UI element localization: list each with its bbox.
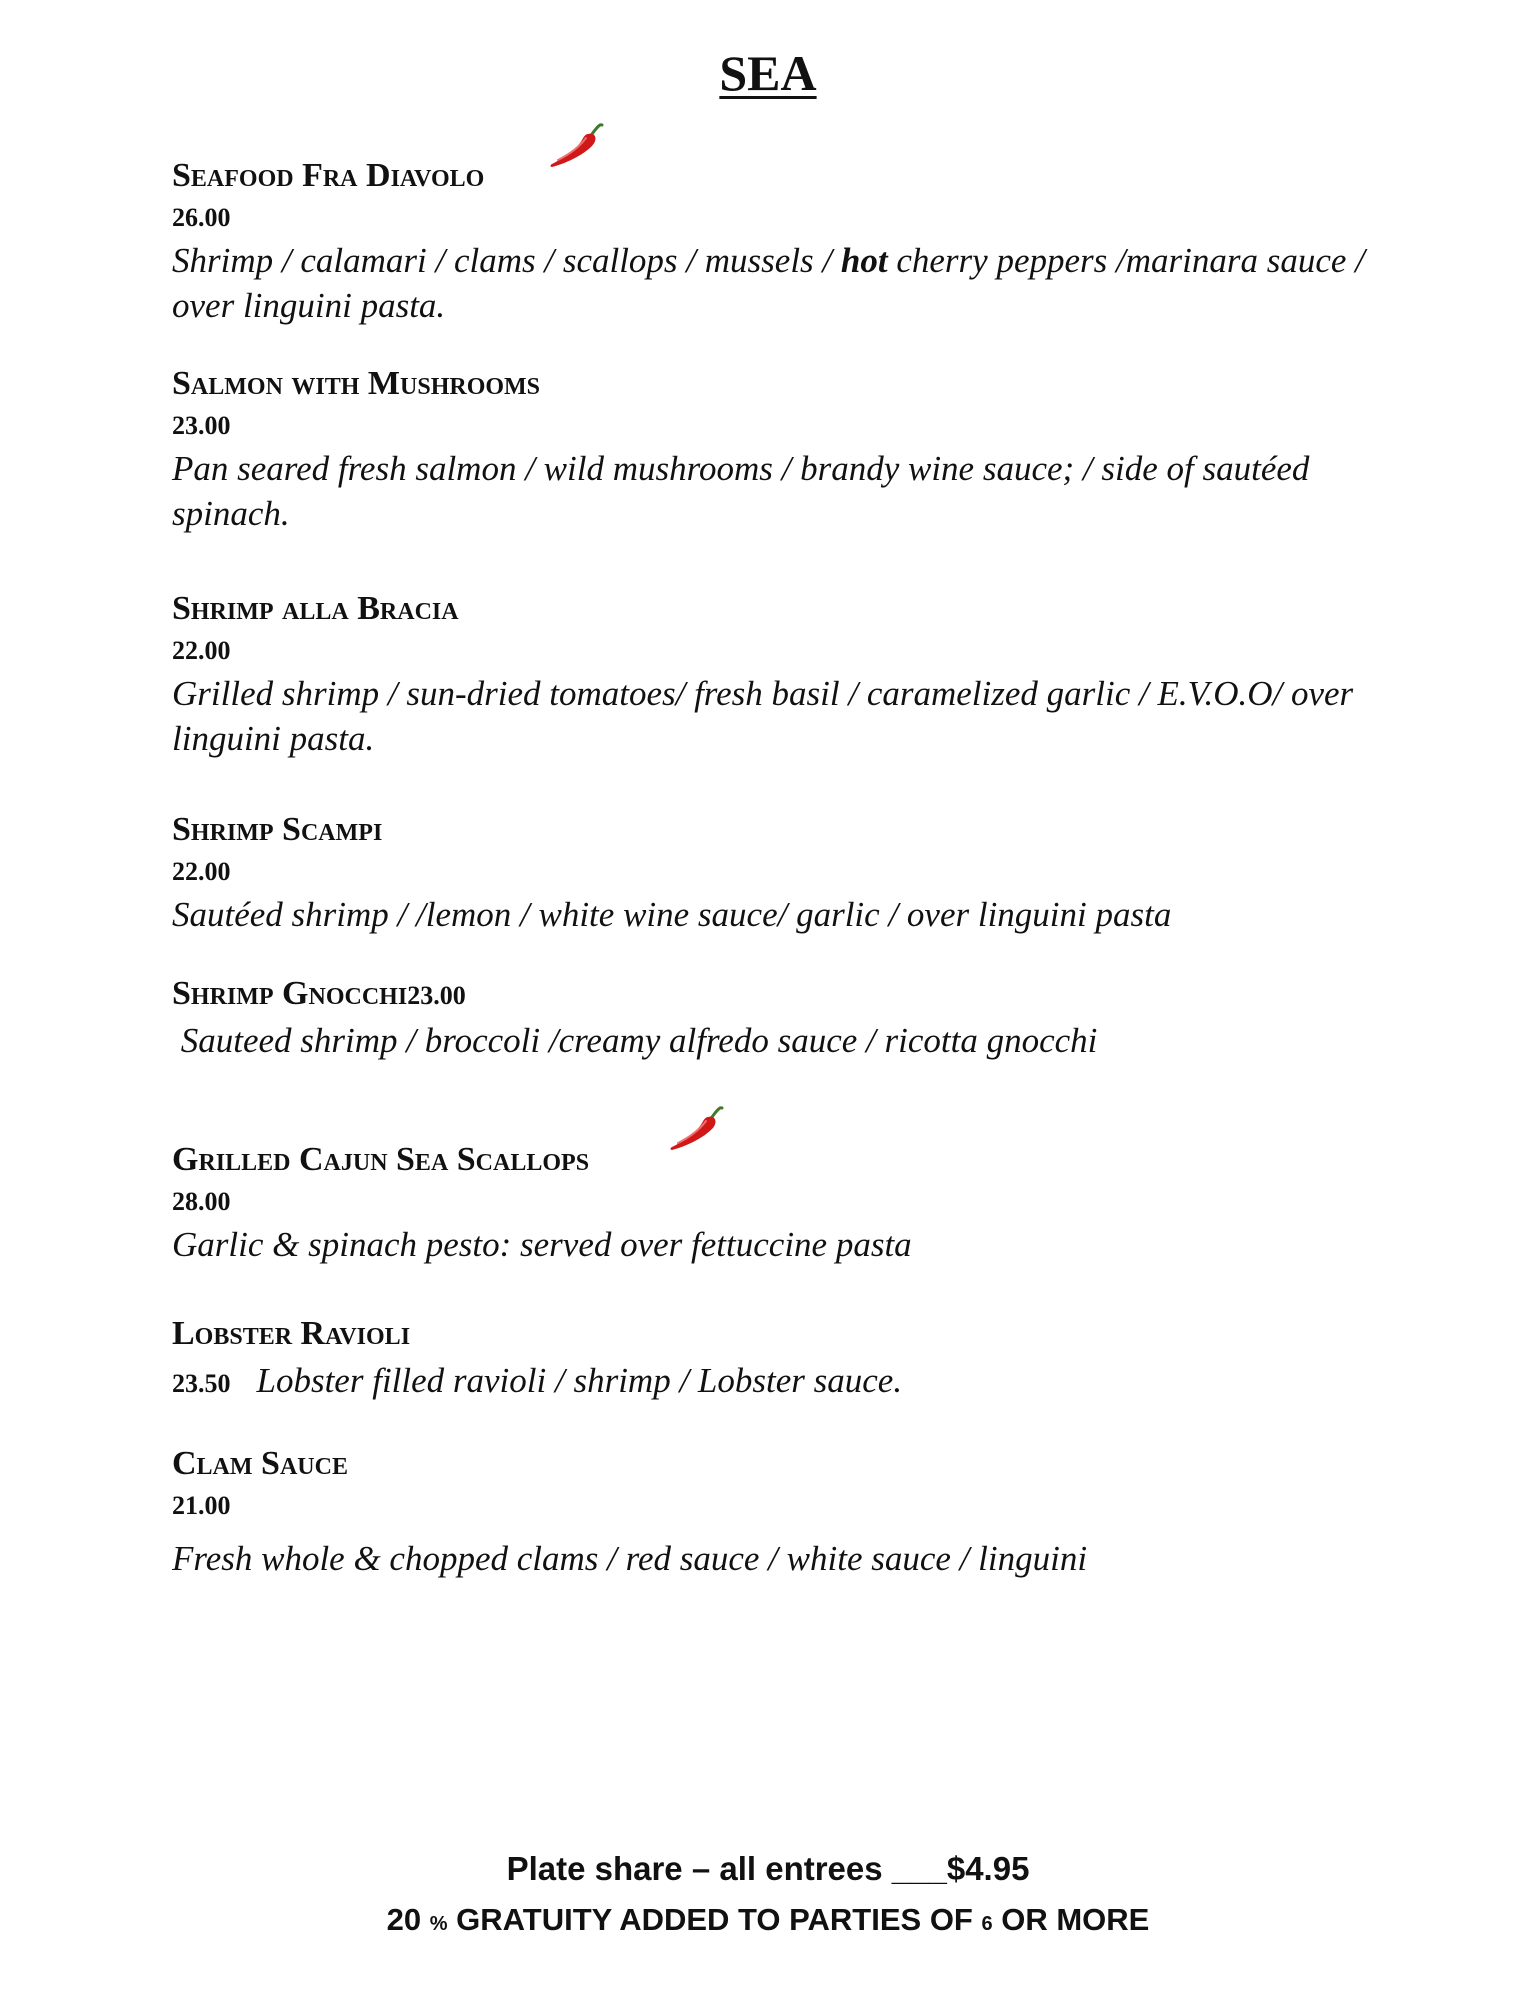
desc-text: cherry peppers /marinara sauce / over linguini pasta. <box>172 241 1365 325</box>
item-price: 23.00 <box>407 981 466 1010</box>
gratuity-note <box>0 1902 1536 1938</box>
chili-pepper-icon <box>548 122 604 172</box>
item-name: Salmon with Mushrooms <box>172 365 541 402</box>
item-description: Garlic & spinach pesto: served over fettuccine pasta <box>172 1225 912 1264</box>
item-price: 23.50 <box>172 1369 231 1398</box>
item-name: Lobster Ravioli <box>172 1315 411 1352</box>
menu-item-seafood-fra-diavolo <box>172 156 1412 328</box>
item-description: Fresh whole & chopped clams / red sauce / white sauce / linguini <box>172 1539 1088 1578</box>
menu-item-shrimp-alla-bracia <box>172 589 1412 761</box>
item-header-row <box>172 974 1412 1014</box>
menu-item-shrimp-scampi <box>172 810 1412 937</box>
menu-item-clam-sauce <box>172 1444 1412 1581</box>
item-name: Grilled Cajun Sea Scallops <box>172 1141 590 1178</box>
chili-pepper-icon <box>668 1105 724 1155</box>
menu-item-lobster-ravioli <box>172 1314 1412 1403</box>
menu-item-grilled-cajun-sea-scallops <box>172 1140 1412 1267</box>
page-title: SEA <box>719 45 817 101</box>
item-description: Pan seared fresh salmon / wild mushrooms / brandy wine sauce; / side of sautéed spinach. <box>172 449 1310 533</box>
menu-item-shrimp-gnocchi <box>172 974 1412 1063</box>
item-price: 23.00 <box>172 411 231 440</box>
menu-item-salmon-with-mushrooms <box>172 364 1412 536</box>
item-description: Grilled shrimp / sun-dried tomatoes/ fresh basil / caramelized garlic / E.V.O.O/ over linguini pasta. <box>172 674 1354 758</box>
item-description <box>172 238 1412 328</box>
item-name: Shrimp Scampi <box>172 811 383 848</box>
item-name: Shrimp Gnocchi <box>172 975 408 1012</box>
item-price: 26.00 <box>172 203 231 232</box>
gratuity-text: 20 <box>386 1902 430 1937</box>
item-price-description-row <box>172 1358 1412 1403</box>
party-size: 6 <box>981 1913 993 1935</box>
item-name: Seafood Fra Diavolo <box>172 157 485 194</box>
gratuity-text: GRATUITY ADDED TO PARTIES OF <box>447 1902 982 1937</box>
item-description: Lobster filled ravioli / shrimp / Lobster sauce. <box>256 1361 903 1400</box>
percent-sign: % <box>429 1913 448 1935</box>
gratuity-text: OR MORE <box>992 1902 1150 1937</box>
item-description: Sautéed shrimp / /lemon / white wine sauce/ garlic / over linguini pasta <box>172 895 1172 934</box>
item-name: Clam Sauce <box>172 1445 348 1482</box>
desc-text: Shrimp / calamari / clams / scallops / mussels / <box>172 241 841 280</box>
item-price: 28.00 <box>172 1187 231 1216</box>
item-price: 22.00 <box>172 636 231 665</box>
desc-bold-text: hot <box>840 241 888 280</box>
item-description: Sauteed shrimp / broccoli /creamy alfredo sauce / ricotta gnocchi <box>172 1021 1098 1060</box>
plate-share-note: Plate share – all entrees ___$4.95 <box>506 1850 1030 1887</box>
item-name: Shrimp alla Bracia <box>172 590 459 627</box>
item-price: 21.00 <box>172 1491 231 1520</box>
item-price: 22.00 <box>172 857 231 886</box>
